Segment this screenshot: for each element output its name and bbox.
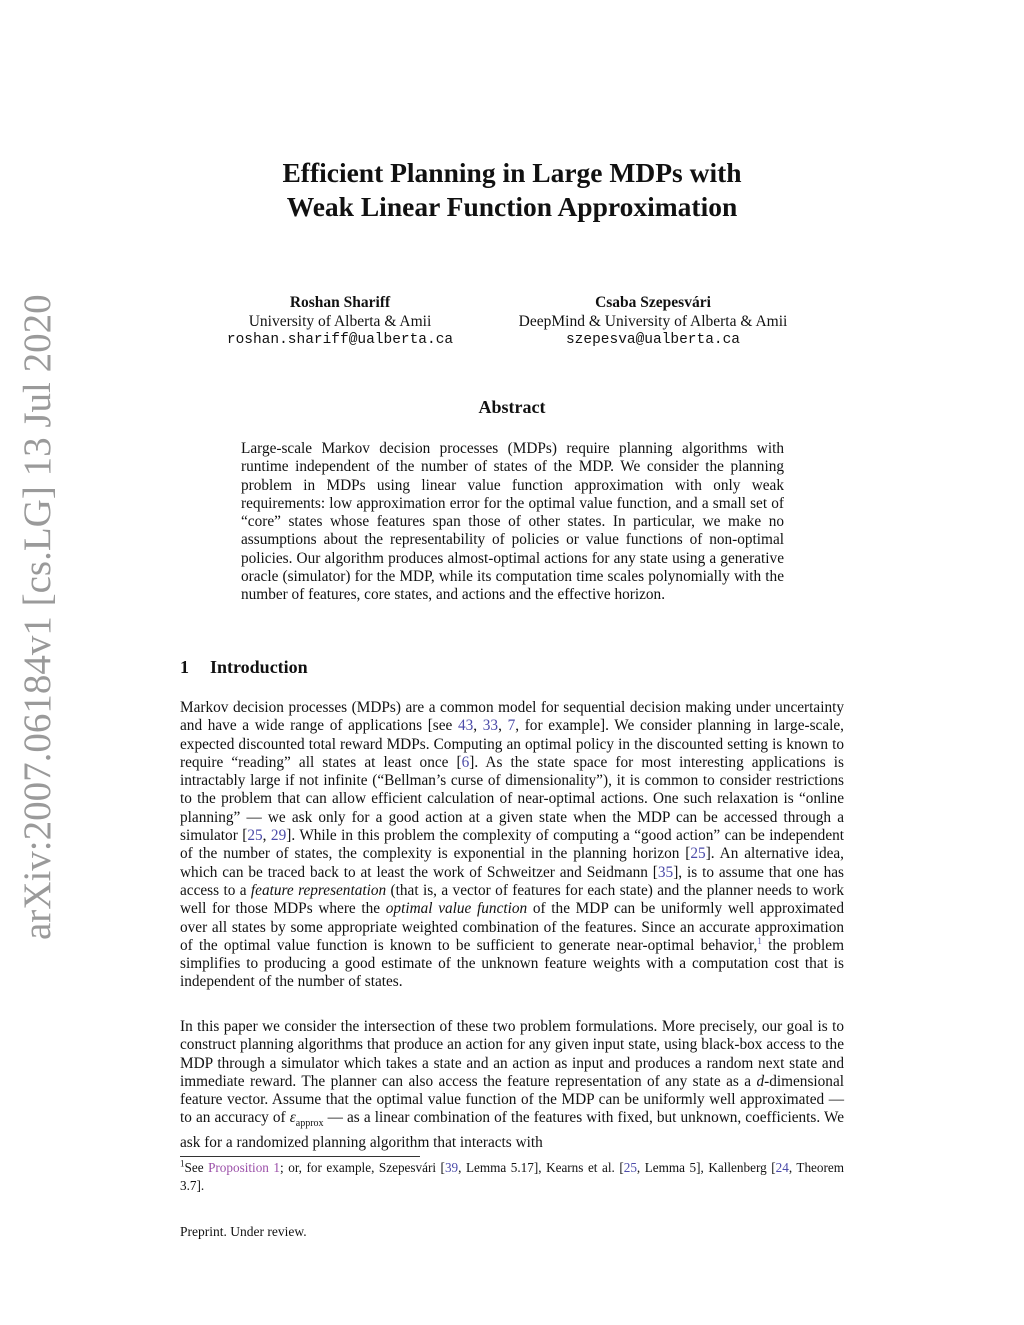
text-run: In this paper we consider the intersection of these two problem formulations. More precisely, our goal is to construct planning algorithms that produce an action for any given input state, using black-box access to the MDP through a simulator which takes a state and an action as input and produces a random next state and immediate reward. The planner can also access the feature representation of any state as a [180,1018,844,1090]
text-run: of the MDP can be uniformly well approximated over all states by some appropriate weighted combination of the features. Since an accurate approximation of the optimal value function is known to be sufficient to generate near-optimal behavior, [180,900,844,954]
section-title: Introduction [210,657,308,677]
citation-link[interactable]: 25 [623,1160,637,1175]
citation-link[interactable]: 35 [657,863,674,881]
citation-link[interactable]: 6 [461,753,470,771]
proposition-link[interactable]: Proposition 1 [208,1160,281,1175]
citation-link[interactable]: 7 [507,717,516,735]
author-1 [170,293,510,350]
citation-link[interactable]: 39 [444,1160,459,1175]
section-heading [180,657,308,678]
citation-link[interactable]: 25 [690,845,706,863]
text-run: , [498,717,508,735]
text-run: , Theorem 3.7]. [180,1160,844,1193]
text-run: — as a linear combination of the features with fixed, but unknown, coefficients. We ask for a randomized planning algorithm that interacts with [180,1109,845,1151]
arxiv-stamp: arXiv:2007.06184v1 [cs.LG] 13 Jul 2020 [16,294,59,940]
author-2-email: szepesva@ualberta.ca [565,332,741,348]
intro-paragraph-1 [180,699,844,992]
author-2 [483,293,823,350]
citation-link[interactable]: 43 [458,717,474,735]
footer-note: Preprint. Under review. [180,1224,307,1239]
text-run: the problem simplifies to producing a good estimate of the unknown feature weights with a computation cost that is independent of the number of states. [180,936,844,991]
author-2-name: Csaba Szepesvári [595,294,711,311]
footnote [180,1159,844,1194]
footnote-rule [180,1156,420,1157]
math-subscript: approx [295,1118,324,1130]
abstract-heading: Abstract [478,397,546,417]
text-run: Markov decision processes (MDPs) are a common model for sequential decision making under uncertainty and have a wide range of applications [see [180,699,844,735]
text-run: , [473,717,483,735]
math-d: d [756,1072,765,1090]
citation-link[interactable]: 25 [247,827,263,845]
section-number: 1 [180,657,189,677]
text-run: -dimensional feature vector. Assume that the optimal value function of the MDP can be uniformly well approximated — to an accuracy of [180,1072,844,1127]
text-run: , [262,827,271,845]
text-run: See [184,1160,209,1175]
author-1-name: Roshan Shariff [289,294,391,311]
author-2-affiliation: DeepMind & University of Alberta & Amii [518,313,788,330]
text-run: ; or, for example, Szepesvári [ [280,1160,445,1175]
title-line-1: Efficient Planning in Large MDPs with [282,157,742,188]
text-run: ]. As the state space for most interesting applications is intractably large if not infinite (“Bellman’s curse of dimensionality”), it is common to consider restrictions to the problem that can allow efficient calculation of near-optimal actions. One such relaxation is “online planning” — we ask only for a good action at a given state when the MDP can be accessed through a simulator [ [180,753,844,845]
text-run: (that is, a vector of features for each state) and the planner needs to work well for those MDPs where the [180,881,844,918]
intro-paragraph-2 [180,1018,844,1152]
text-run: , Lemma 5.17], Kearns et al. [ [458,1160,624,1175]
citation-link[interactable]: 33 [482,717,499,735]
author-1-email: roshan.shariff@ualberta.ca [226,332,454,348]
text-run: ]. While in this problem the complexity of computing a “good action” can be independent of the number of states, the complexity is exponential in the planning horizon [ [180,827,845,863]
title-line-2: Weak Linear Function Approximation [286,191,738,222]
emphasis: feature representation [250,881,387,899]
text-run: ]. An alternative idea, which can be traced back to at least the work of Schweitzer and Seidmann [ [180,845,844,881]
text-run: , for example]. We consider planning in large-scale, expected discounted total reward MDPs. Computing an optimal policy in the discounted setting is known to require “reading” all states at least once [ [180,717,844,771]
author-1-affiliation: University of Alberta & Amii [248,313,432,330]
citation-link[interactable]: 29 [270,827,287,845]
citation-link[interactable]: 24 [775,1160,789,1175]
footnote-marker[interactable]: 1 [757,935,762,946]
math-epsilon: ε [289,1109,296,1127]
paper-title [180,156,844,224]
text-run: , Lemma 5], Kallenberg [ [636,1160,776,1175]
emphasis: optimal value function [385,900,528,918]
abstract-text: Large-scale Markov decision processes (MDPs) require planning algorithms with runtime independent of the number of states of the MDP. We consider the planning problem in MDPs using linear value function approximation with only weak requirements: low approximation error for the optimal value function, and a small set of “core” states whose features span those of other states. In particular, we make no assumptions about the representability of policies or value functions of non-optimal policies. Our algorithm produces almost-optimal actions for any state using a generative oracle (simulator) for the MDP, while its computation time scales polynomially with the number of features, core states, and actions and the effective horizon. [241,440,784,604]
footnote-number: 1 [180,1158,185,1169]
text-run: ], is to assume that one has access to a [180,863,844,899]
